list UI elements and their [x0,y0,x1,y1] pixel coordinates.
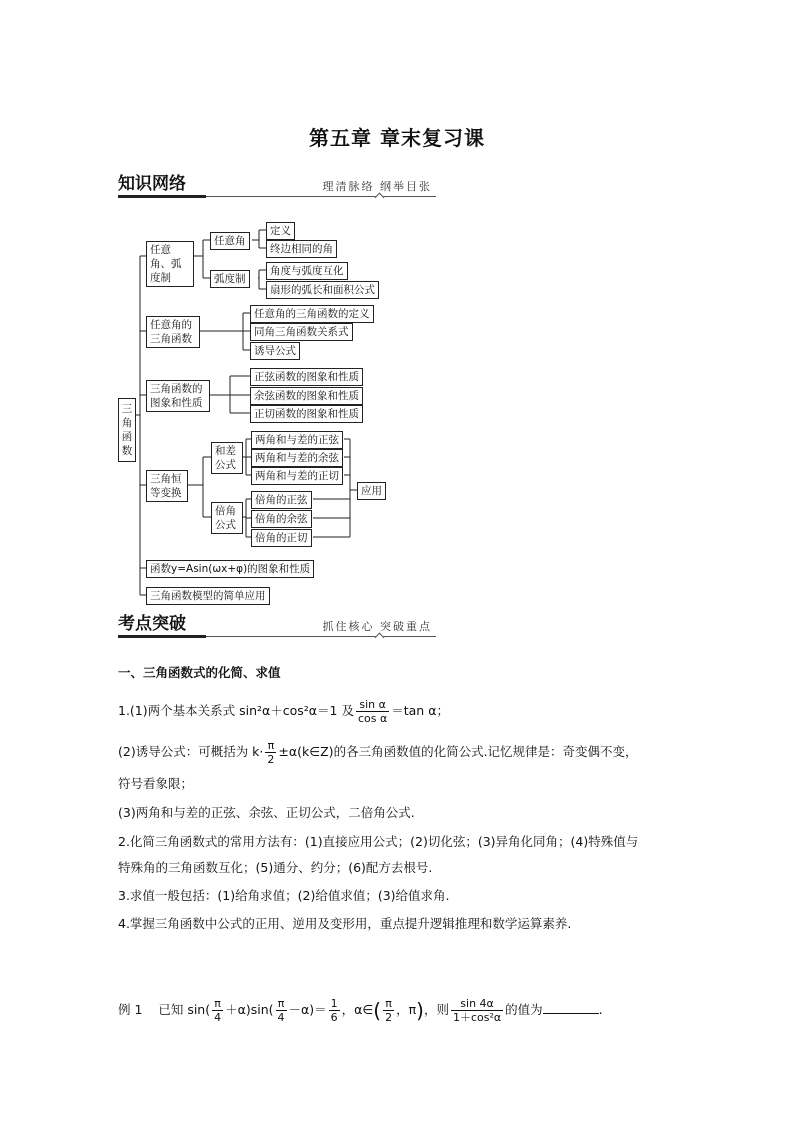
text: 的值为 [505,1002,543,1017]
left-paren: ( [373,998,382,1023]
fraction [265,739,276,766]
tree-node-sum-diff-sine: 两角和与差的正弦 [251,431,343,449]
paragraph-evaluation: 3.求值一般包括：(1)给角求值；(2)给值求值；(3)给值求角. [118,888,450,903]
paragraph-reduction [118,739,638,766]
numerator: 1 [330,997,338,1010]
text: (2)诱导公式：可概括为 k· [118,744,264,759]
tree-node-double-sine: 倍角的正弦 [251,491,312,509]
paragraph-basic-relations [118,698,449,725]
tree-node-sum-diff-cosine: 两角和与差的余弦 [251,449,343,467]
text: －α)＝ [288,1002,327,1017]
tree-node-coterminal-angles: 终边相同的角 [266,240,337,258]
tree-node-trig-of-arbitrary-angle: 任意角的三角函数 [146,316,200,348]
denominator: 2 [385,1011,393,1024]
section-title: 知识网络 [118,174,186,194]
paragraph-formulas: (3)两角和与差的正弦、余弦、正切公式，二倍角公式. [118,805,415,820]
text: ，π [396,1002,417,1017]
tree-node-sector-formulas: 扇形的弧长和面积公式 [266,281,379,299]
paragraph-methods-line2: 特殊角的三角函数互化；(5)通分、约分；(6)配方去根号. [118,860,433,875]
section-bar [118,635,206,638]
paragraph-reduction-line2: 符号看象限； [118,776,194,791]
tree-node-cosine-graph: 余弦函数的图象和性质 [250,387,363,405]
tree-node-identity-transform: 三角恒等变换 [146,470,188,502]
tree-node-graphs-properties: 三角函数的图象和性质 [146,380,210,412]
tree-node-sum-difference: 和差公式 [211,442,243,474]
section-title: 考点突破 [118,614,186,634]
denominator: 4 [214,1011,222,1024]
fraction [276,997,287,1024]
numerator: sin α [356,698,389,712]
tree-node-tangent-graph: 正切函数的图象和性质 [250,405,363,423]
tree-node-reduction-formulas: 诱导公式 [250,342,300,360]
tree-node-trig-definition: 任意角的三角函数的定义 [250,305,374,323]
tree-node-double-cosine: 倍角的余弦 [251,510,312,528]
tree-node-model-application: 三角函数模型的简单应用 [146,587,270,605]
fraction [212,997,223,1024]
fraction [451,997,503,1024]
tree-node-arbitrary-angle: 任意角 [210,232,250,250]
text: ＝tan α； [391,703,449,718]
paragraph-methods-line1: 2.化简三角函数式的常用方法有：(1)直接应用公式；(2)切化弦；(3)异角化同角；(4)特殊值与 [118,834,639,849]
numerator: π [383,997,394,1011]
numerator: π [212,997,223,1011]
paragraph-mastery: 4.掌握三角函数中公式的正用、逆用及变形用，重点提升逻辑推理和数学运算素养. [118,916,572,931]
topic-heading: 一、三角函数式的化简、求值 [118,665,281,680]
text: ，则 [423,1002,449,1017]
text: 已知 sin( [158,1002,211,1017]
text: ±α(k∈Z)的各三角函数值的化简公式.记忆规律是：奇变偶不变， [278,744,638,759]
tree-node-double-tangent: 倍角的正切 [251,529,312,547]
denominator: cos α [357,712,388,725]
tree-node-degree-radian-conversion: 角度与弧度互化 [266,262,348,280]
fraction [329,997,340,1024]
tree-node-sum-diff-tangent: 两角和与差的正切 [251,467,343,485]
denominator: 1＋cos²α [452,1011,502,1024]
tree-node-definition: 定义 [266,222,295,240]
denominator: 4 [277,1011,285,1024]
tree-node-application: 应用 [357,482,386,500]
fraction [356,698,389,725]
denominator: 6 [330,1011,338,1024]
example-1: 例 1 已知 sin( $\frac{\pi}{4}$ ＋α)sin( $\frac{\pi}{4}$ －α)＝ $\frac{1}{6}$ ，α∈( $\frac{\pi}{2}$ ，π)，则 $\frac{\sin 4\alpha}{\text{1＋cos²α}}$ 的值为 . [118,997,603,1024]
section-rule [206,636,436,637]
numerator: π [265,739,276,753]
tree-node-sine-graph: 正弦函数的图象和性质 [250,368,363,386]
right-paren: ) [416,998,424,1023]
tree-node-angle-radian: 任意角、弧度制 [146,241,194,287]
section-header-key-points [118,612,436,638]
page-title: 第五章 章末复习课 [309,126,485,150]
example-label: 例 1 [118,1002,143,1017]
section-subtitle: 抓住核心 突破重点 [322,620,432,633]
text: ＋α)sin( [225,1002,274,1017]
numerator: π [276,997,287,1011]
numerator: sin 4α [451,997,503,1011]
tree-node-radian: 弧度制 [210,270,250,288]
text: 1.(1)两个基本关系式 sin²α＋cos²α＝1 及 [118,703,354,718]
section-subtitle: 理清脉络 纲举目张 [322,180,432,193]
tree-node-same-angle-relations: 同角三角函数关系式 [250,323,353,341]
answer-blank[interactable] [543,1001,599,1014]
denominator: 2 [267,753,275,766]
fraction [383,997,394,1024]
tree-root-trig-functions: 三角函数 [118,398,136,462]
tree-node-asin-function: 函数y=Asin(ωx+φ)的图象和性质 [146,560,314,578]
tree-node-double-angle: 倍角公式 [211,502,243,534]
text: ，α∈ [341,1002,374,1017]
